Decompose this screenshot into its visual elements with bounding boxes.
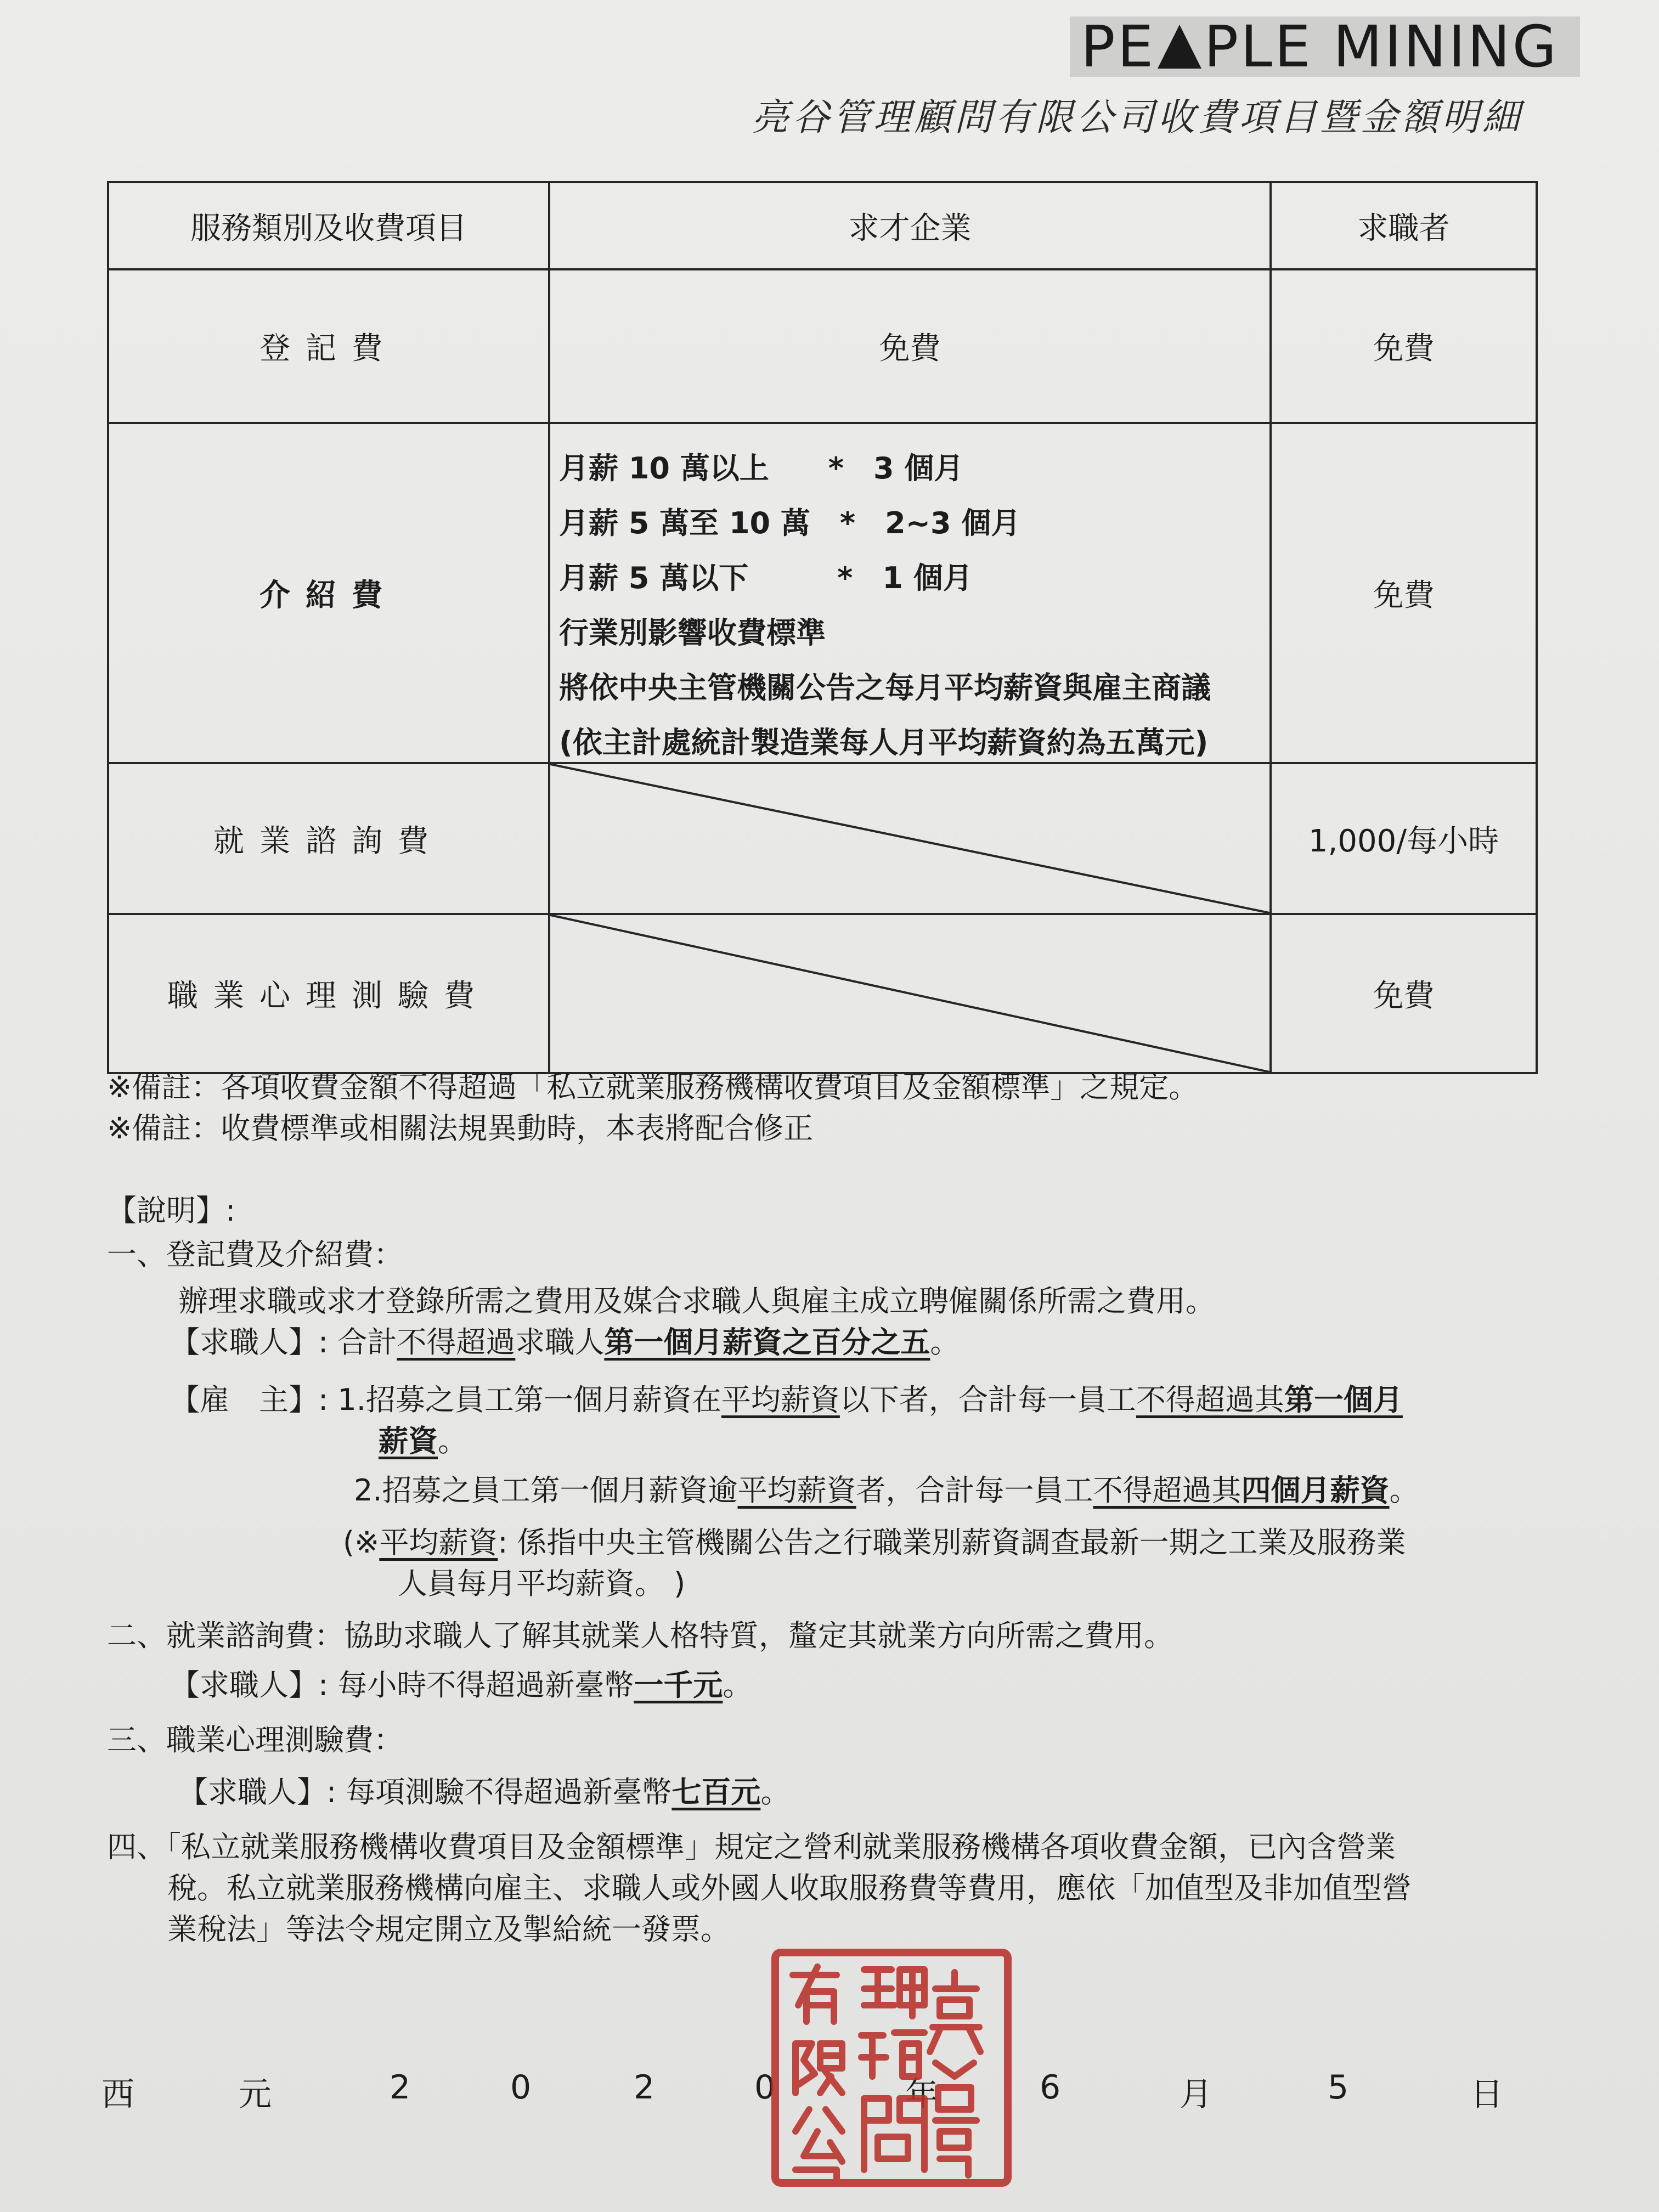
date-char: 5 — [1328, 2068, 1349, 2107]
referral-line: (依主計處統計製造業每人月平均薪資約為五萬元) — [559, 725, 1209, 760]
section-3-title: 三、職業心理測驗費： — [107, 1723, 403, 1757]
date-char: 2 — [390, 2068, 411, 2107]
fee-table — [107, 181, 1538, 1074]
row-jobseeker-registration: 免費 — [1373, 331, 1435, 366]
empty-cell-slash — [550, 915, 1269, 1072]
company-logo — [1070, 13, 1580, 80]
section-1-desc: 辦理求職或求才登錄所需之費用及媒合求職人與雇主成立聘僱關係所需之費用。 — [178, 1284, 1215, 1318]
row-jobseeker-consultation: 1,000/每小時 — [1308, 823, 1499, 859]
company-seal — [765, 1945, 1018, 2192]
row-item-registration: 登記費 — [259, 331, 398, 366]
section-3-jobseeker: 【求職人】: 每項測驗不得超過新臺幣七百元。 — [178, 1775, 791, 1809]
row-jobseeker-psych-test: 免費 — [1373, 978, 1435, 1014]
empty-cell-slash — [550, 764, 1269, 913]
section-2-jobseeker: 【求職人】: 每小時不得超過新臺幣一千元。 — [170, 1668, 753, 1702]
section-1-employer-2: 2.招募之員工第一個月薪資逾平均薪資者，合計每一員工不得超過其四個月薪資。 — [354, 1473, 1419, 1508]
section-1-title: 一、登記費及介紹費： — [107, 1237, 403, 1272]
row-jobseeker-referral: 免費 — [1373, 578, 1435, 613]
date-char: 西 — [101, 2075, 134, 2114]
row-item-referral: 介紹費 — [259, 578, 398, 613]
average-salary-note: (※平均薪資: 係指中央主管機關公告之行職業別薪資調查最新一期之工業及服務業 — [343, 1525, 1406, 1560]
referral-line: 月薪 5 萬以下 * 1 個月 — [559, 561, 973, 595]
row-item-psych-test: 職業心理測驗費 — [167, 978, 490, 1014]
section-1-employer-1: 【雇 主】: 1.招募之員工第一個月薪資在平均薪資以下者，合計每一員工不得超過其第一個月 — [170, 1383, 1403, 1417]
section-2-title: 二、就業諮詢費：協助求職人了解其就業人格特質，釐定其就業方向所需之費用。 — [107, 1618, 1173, 1653]
section-1-jobseeker: 【求職人】: 合計不得超過求職人第一個月薪資之百分之五。 — [170, 1325, 960, 1359]
section-4-line: 稅。私立就業服務機構向雇主、求職人或外國人收取服務費等費用，應依「加值型及非加值型營 — [167, 1871, 1412, 1905]
referral-line: 月薪 10 萬以上 * 3 個月 — [559, 451, 964, 486]
referral-fee-details — [559, 441, 1382, 770]
average-salary-note-cont: 人員每月平均薪資。 ) — [398, 1566, 686, 1601]
note-line: ※備註：收費標準或相關法規異動時，本表將配合修正 — [107, 1111, 814, 1146]
date-char: 2 — [634, 2068, 655, 2107]
header-cell-employer: 求才企業 — [848, 210, 972, 246]
date-char: 年 — [905, 2075, 938, 2114]
date-char: 6 — [1040, 2068, 1061, 2107]
logo-text-pre: PE — [1081, 13, 1156, 80]
section-1-employer-1-cont: 薪資。 — [379, 1424, 467, 1458]
date-char: 0 — [754, 2068, 776, 2107]
date-char: 元 — [239, 2075, 272, 2114]
logo-text-post: PLE MINING — [1204, 13, 1559, 80]
referral-line: 月薪 5 萬至 10 萬 * 2~3 個月 — [559, 506, 1021, 540]
row-item-consultation: 就業諮詢費 — [213, 823, 444, 859]
row-employer-registration: 免費 — [879, 331, 941, 366]
explanation-heading: 【說明】: — [107, 1193, 236, 1228]
triangle-icon — [1158, 25, 1201, 69]
document-title: 亮谷管理顧問有限公司收費項目暨金額明細 — [752, 96, 1523, 139]
header-cell-item: 服務類別及收費項目 — [190, 210, 467, 246]
date-char: 0 — [510, 2068, 532, 2107]
date-char: 日 — [1470, 2075, 1503, 2114]
header-cell-jobseeker: 求職者 — [1357, 210, 1450, 246]
date-char: 月 — [1180, 2075, 1212, 2114]
referral-line: 將依中央主管機關公告之每月平均薪資與雇主商議 — [559, 670, 1211, 705]
referral-line: 行業別影響收費標準 — [559, 616, 826, 650]
note-line: ※備註：各項收費金額不得超過「私立就業服務機構收費項目及金額標準」之規定。 — [107, 1070, 1199, 1104]
section-4-line: 業稅法」等法令規定開立及掣給統一發票。 — [167, 1912, 730, 1946]
section-4-line: 四、「私立就業服務機構收費項目及金額標準」規定之營利就業服務機構各項收費金額，已內含營業 — [107, 1830, 1396, 1864]
